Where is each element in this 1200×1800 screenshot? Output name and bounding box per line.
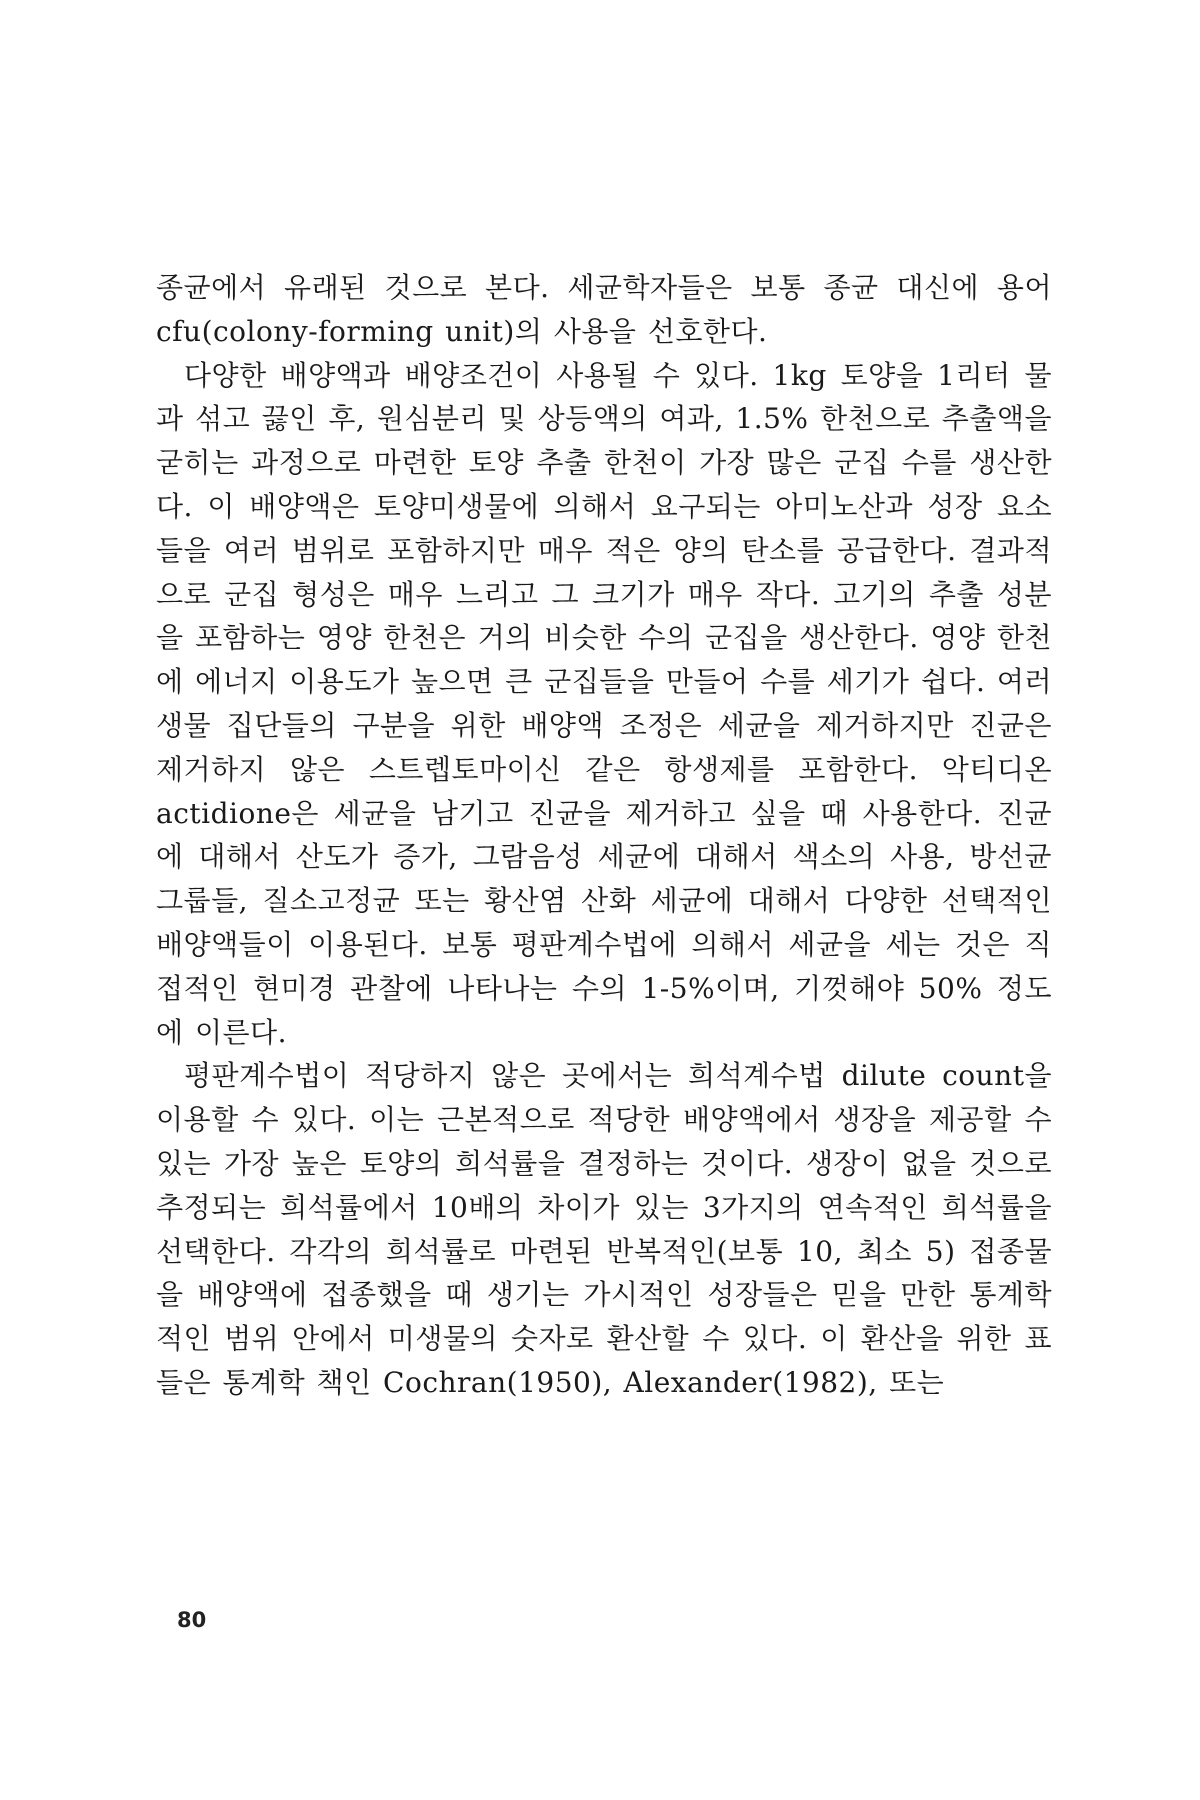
paragraph-1: 종균에서 유래된 것으로 본다. 세균학자들은 보통 종균 대신에 용어 cfu(colony-forming unit)의 사용을 선호한다. — [156, 271, 1052, 348]
paragraph-3: 평판계수법이 적당하지 않은 곳에서는 희석계수법 dilute count을 이용할 수 있다. 이는 근본적으로 적당한 배양액에서 생장을 제공할 수 있는 가장 높은 토양의 희석률을 결정하는 것이다. 생장이 없을 것으로 추정되는 희석률에서 10배의 차이가 있는 3가지의 연속적인 희석률을 선택한다. 각각의 희석률로 마련된 반복적인(보통 10, 최소 5) 접종물을 배양액에 접종했을 때 생기는 가시적인 성장들은 믿을 만한 통계학적인 범위 안에서 미생물의 숫자로 환산할 수 있다. 이 환산을 위한 표들은 통계학 책인 Cochran(1950), Alexander(1982), 또는 — [156, 1059, 1052, 1399]
page-number: 80 — [177, 1608, 207, 1632]
paragraph-2: 다양한 배양액과 배양조건이 사용될 수 있다. 1kg 토양을 1리터 물과 섞고 끓인 후, 원심분리 및 상등액의 여과, 1.5% 한천으로 추출액을 굳히는 과정으로 마련한 토양 추출 한천이 가장 많은 군집 수를 생산한다. 이 배양액은 토양미생물에 의해서 요구되는 아미노산과 성장 요소들을 여러 범위로 포함하지만 매우 적은 양의 탄소를 공급한다. 결과적으로 군집 형성은 매우 느리고 그 크기가 매우 작다. 고기의 추출 성분을 포함하는 영양 한천은 거의 비슷한 수의 군집을 생산한다. 영양 한천에 에너지 이용도가 높으면 큰 군집들을 만들어 수를 세기가 쉽다. 여러 생물 집단들의 구분을 위한 배양액 조정은 세균을 제거하지만 진균은 제거하지 않은 스트렙토마이신 같은 항생제를 포함한다. 악티디온 actidione은 세균을 남기고 진균을 제거하고 싶을 때 사용한다. 진균에 대해서 산도가 증가, 그람음성 세균에 대해서 색소의 사용, 방선균 그룹들, 질소고정균 또는 황산염 산화 세균에 대해서 다양한 선택적인 배양액들이 이용된다. 보통 평판계수법에 의해서 세균을 세는 것은 직접적인 현미경 관찰에 나타나는 수의 1-5%이며, 기껏해야 50% 정도에 이른다. — [156, 358, 1052, 1049]
body-text — [156, 266, 1052, 1405]
